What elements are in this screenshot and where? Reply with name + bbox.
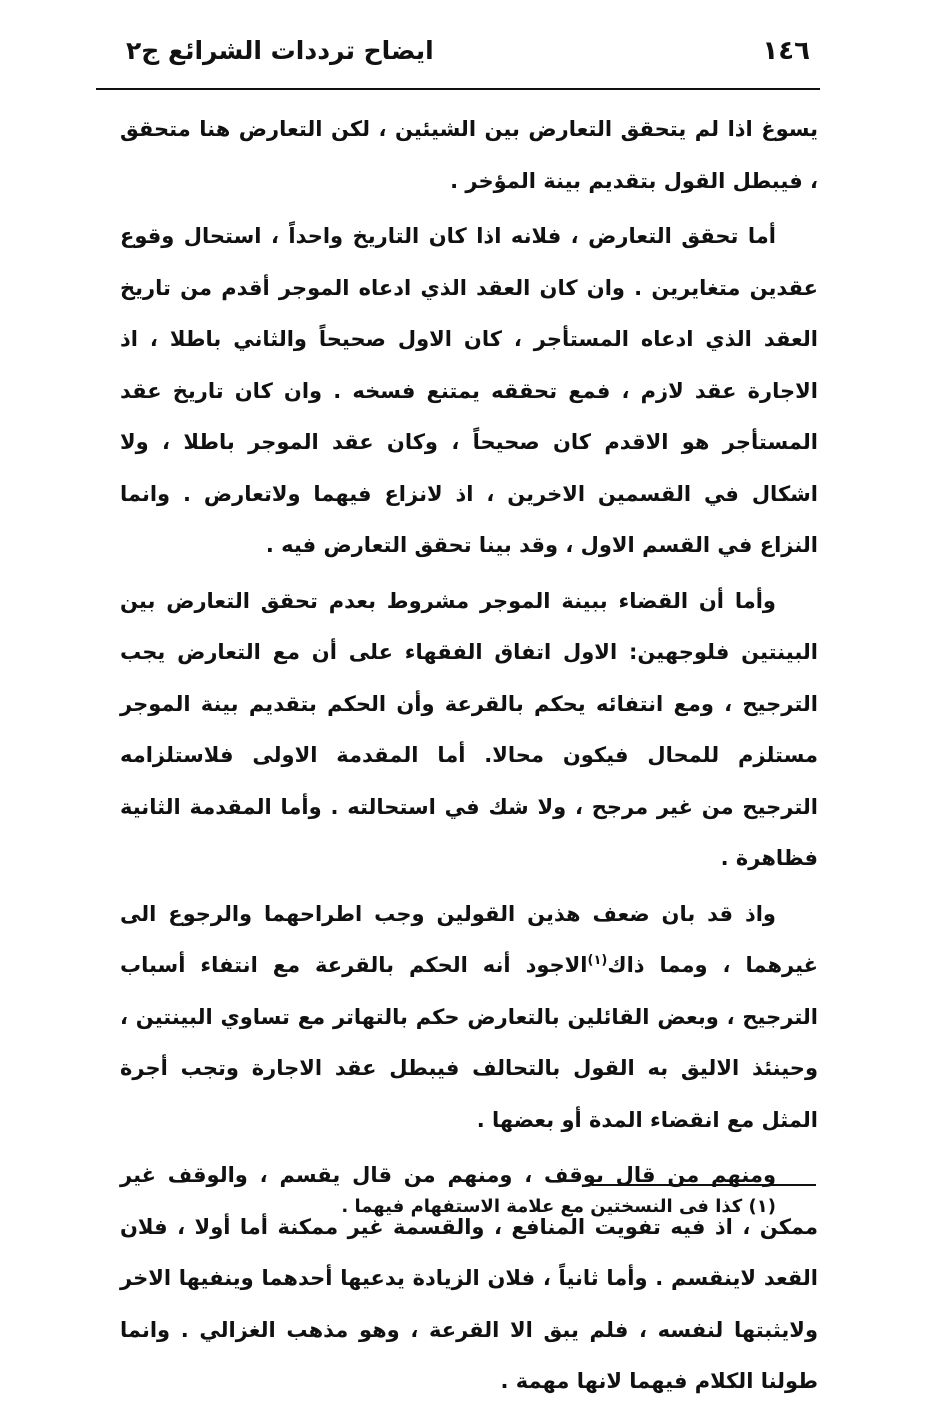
running-title: ايضاح ترددات الشرائع ج٢ — [126, 36, 434, 65]
paragraph-4-part-a: واذ قد بان ضعف هذين القولين وجب اطراحهما والرجوع الى غيرهما ، ومما ذاك — [120, 901, 818, 977]
page-header — [96, 30, 818, 78]
footnote-marker: (١) — [587, 953, 608, 968]
page-number: ١٤٦ — [762, 36, 810, 66]
paragraph-2: أما تحقق التعارض ، فلانه اذا كان التاريخ واحداً ، استحال وقوع عقدين متغايرين . وان كان العقد الذي ادعاه الموجر أقدم من تاريخ العقد الذي ادعاه المستأجر ، كان الاول صحيحاً والثاني باطلا ، اذ الاجارة عقد لازم ، فمع تحققه يمتنع فسخه . وان كان تاريخ عقد المستأجر هو الاقدم كان صحيحاً ، وكان عقد الموجر باطلا ، ولا اشكال في القسمين الاخرين ، اذ لانزاع فيهما ولاتعارض . وانما النزاع في القسم الاول ، وقد بينا تحقق التعارض فيه . — [120, 224, 818, 557]
footnote: (١) كذا فى النسختين مع علامة الاستفهام فيهما . — [341, 1196, 776, 1217]
paragraph-4-part-b: الاجود أنه الحكم بالقرعة مع انتفاء أسباب الترجيح ، وبعض القائلين بالتعارض حكم بالتهاتر مع تساوي البينتين ، وحينئذ الاليق به القول بالتحالف فيبطل عقد الاجارة وتجب أجرة المثل مع انقضاء المدة أو بعضها . — [120, 953, 818, 1132]
footnote-divider — [592, 1184, 816, 1186]
paragraph-5: ومنهم من قال يوقف ، ومنهم من قال يقسم ، والوقف غير ممكن ، اذ فيه تفويت المنافع ، والقسمة غير ممكنة أما أولا ، فلان القعد لاينقسم . وأما ثانياً ، فلان الزيادة يدعيها أحدهما وينفيها الاخر ولايثبتها لنفسه ، فلم يبق الا القرعة ، وهو مذهب الغزالي . وانما طولنا الكلام فيهما لانها مهمة . — [120, 1163, 818, 1393]
paragraph-4 — [120, 889, 818, 1147]
paragraph-1: يسوغ اذا لم يتحقق التعارض بين الشيئين ، لكن التعارض هنا متحقق ، فيبطل القول بتقديم بينة المؤخر . — [120, 117, 818, 193]
paragraph-3: وأما أن القضاء ببينة الموجر مشروط بعدم تحقق التعارض بين البينتين فلوجهين: الاول اتفاق الفقهاء على أن مع التعارض يجب الترجيح ، ومع انتفائه يحكم بالقرعة وأن الحكم بتقديم بينة الموجر مستلزم للمحال فيكون محالا. أما المقدمة الاولى فلاستلزامه الترجيح من غير مرجح ، ولا شك في استحالته . وأما المقدمة الثانية فظاهرة . — [120, 588, 818, 870]
header-divider — [96, 88, 820, 90]
